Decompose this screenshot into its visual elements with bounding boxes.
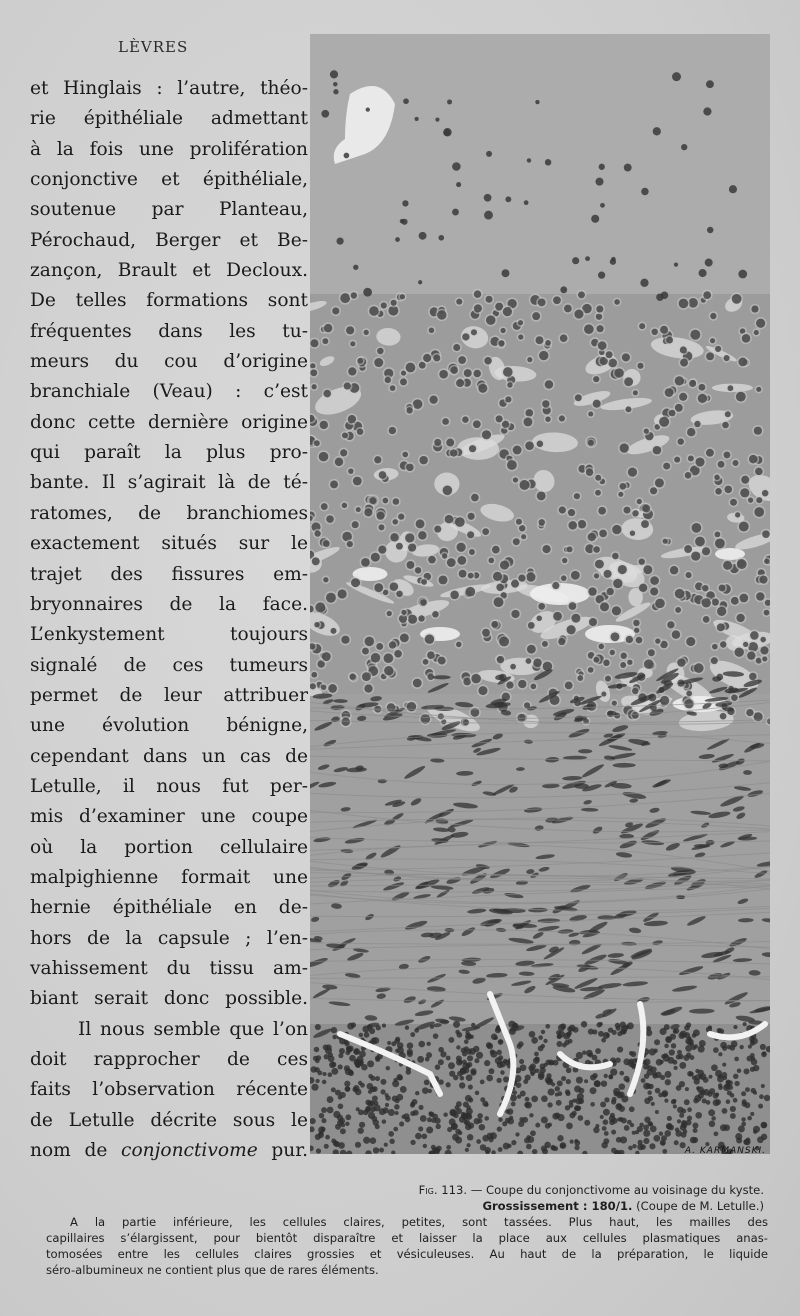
body-line: Pérochaud, Berger et Be- — [30, 229, 308, 251]
body-line: une évolution bénigne, — [30, 715, 308, 737]
caption-line-5: tomosées entre les cellules claires grossies et vésiculeuses. Au haut de la préparation, le liquide — [46, 1247, 768, 1261]
caption-line-1 — [46, 1182, 768, 1198]
caption-line-4: capillaires s’élargissent, pour bientôt disparaître et laisser la place aux cellules plasmatiques anas- — [46, 1231, 768, 1245]
body-line: qui paraît la plus pro- — [30, 442, 308, 464]
histology-illustration — [310, 34, 770, 1154]
body-last-italic: conjonctivome — [121, 1140, 258, 1162]
body-line: exactement situés sur le — [30, 533, 308, 555]
histology-figure — [310, 34, 770, 1154]
body-line: vahissement du tissu am- — [30, 957, 308, 979]
body-line: meurs du cou d’origine — [30, 351, 308, 373]
body-line: biant serait donc possible. — [30, 988, 308, 1010]
body-line: branchiale (Veau) : c’est — [30, 381, 308, 403]
caption-magnification: Grossissement : 180/1. — [482, 1199, 633, 1213]
body-line: signalé de ces tumeurs — [30, 654, 308, 676]
caption-line-3: A la partie inférieure, les cellules claires, petites, sont tassées. Plus haut, les mailles des — [70, 1215, 768, 1229]
body-line: mis d’examiner une coupe — [30, 806, 308, 828]
body-line: donc cette dernière origine — [30, 411, 308, 433]
body-line: De telles formations sont — [30, 290, 308, 312]
body-last-prefix: nom de — [30, 1140, 122, 1162]
body-line: faits l’observation récente — [30, 1079, 308, 1101]
body-line: conjonctive et épithéliale, — [30, 169, 308, 191]
body-line: doit rapprocher de ces — [30, 1049, 308, 1070]
body-line: ratomes, de branchiomes — [30, 502, 308, 524]
body-line: malpighienne formait une — [30, 866, 308, 888]
body-line: bante. Il s’agirait là de té- — [30, 472, 308, 494]
figure-signature: A. KARMANSKI. — [684, 1146, 766, 1154]
body-line: cependant dans un cas de — [30, 745, 308, 767]
body-line: permet de leur attribuer — [30, 684, 308, 706]
body-line: et Hinglais : l’autre, théo- — [30, 78, 308, 99]
body-line: hernie épithéliale en de- — [30, 897, 308, 919]
body-line: Letulle, il nous fut per- — [30, 775, 308, 797]
caption-line-6: séro-albumineux ne contient plus que de rares éléments. — [46, 1263, 379, 1277]
figure-caption — [46, 1182, 768, 1278]
body-last-suffix: pur. — [257, 1140, 309, 1162]
body-line: Il nous semble que l’on — [78, 1018, 308, 1040]
body-line: à la fois une prolifération — [30, 138, 308, 160]
running-head: LÈVRES — [118, 38, 189, 56]
caption-fig-label: Fig. 113. — [418, 1183, 468, 1197]
caption-source: (Coupe de M. Letulle.) — [632, 1199, 764, 1213]
body-line: rie épithéliale admettant — [30, 108, 308, 130]
caption-line-2 — [46, 1198, 768, 1214]
body-line: L’enkystement toujours — [30, 624, 308, 646]
body-line: soutenue par Planteau, — [30, 199, 308, 221]
body-line: trajet des fissures em- — [30, 563, 308, 585]
body-line: où la portion cellulaire — [30, 836, 308, 858]
caption-title: — Coupe du conjonctivome au voisinage du kyste. — [467, 1183, 764, 1197]
body-line: bryonnaires de la face. — [30, 593, 308, 615]
body-line: zançon, Brault et Decloux. — [30, 260, 308, 282]
body-line: fréquentes dans les tu- — [30, 320, 308, 342]
body-line: de Letulle décrite sous le — [30, 1109, 308, 1131]
body-line-last — [30, 1136, 308, 1166]
body-line: hors de la capsule ; l’en- — [30, 927, 308, 949]
body-text — [30, 74, 308, 1166]
